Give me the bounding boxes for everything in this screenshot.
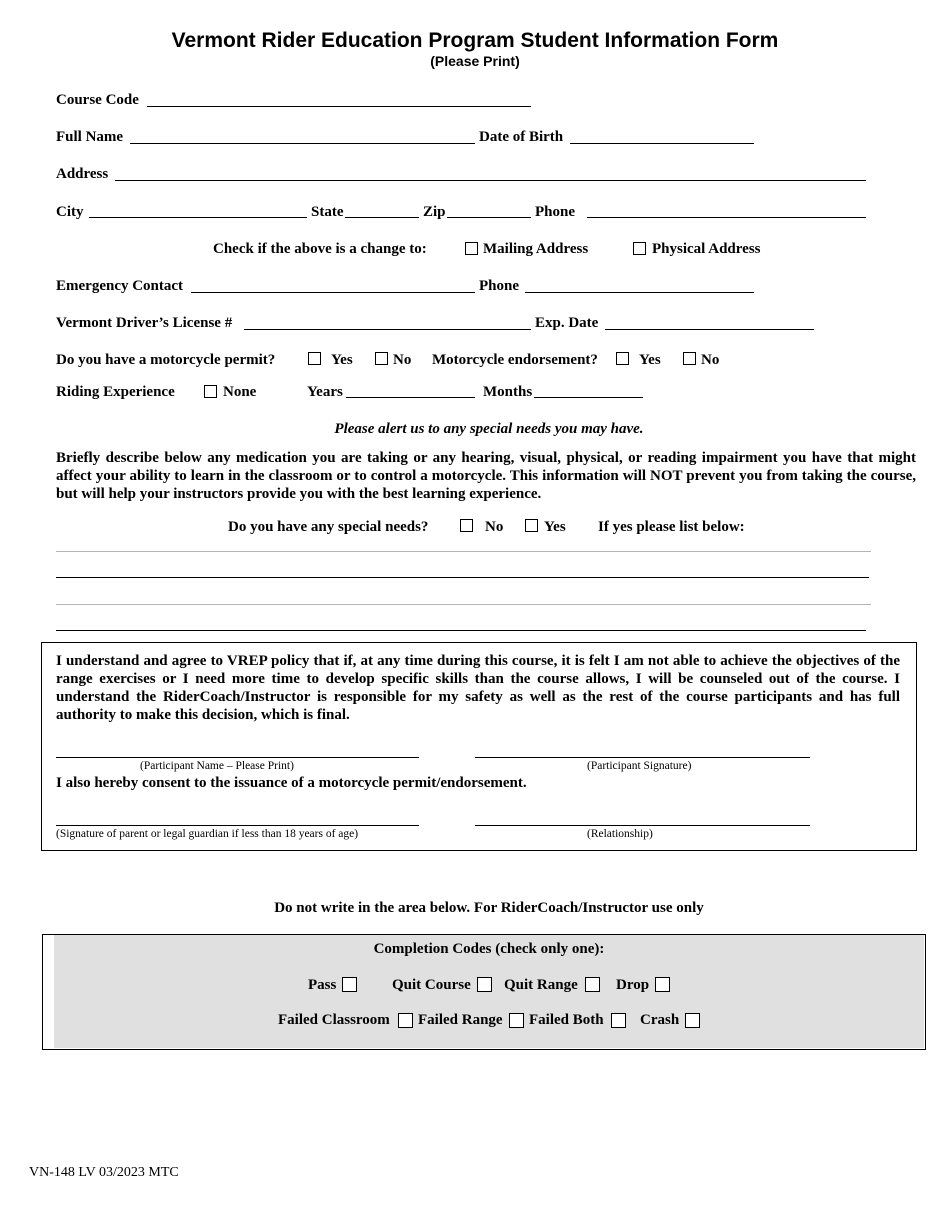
phone-field[interactable] [587,217,866,218]
exp-date-label: Exp. Date [535,315,599,331]
drop-label: Drop [616,977,650,993]
license-field[interactable] [244,329,531,330]
date-of-birth-field[interactable] [570,143,754,144]
guardian-signature-field[interactable] [56,825,419,826]
failed-range-label: Failed Range [418,1012,503,1028]
months-label: Months [483,384,533,400]
endorsement-no-checkbox[interactable] [683,352,696,365]
relationship-field[interactable] [475,825,810,826]
special-needs-yes-checkbox[interactable] [525,519,538,532]
state-label: State [311,204,344,220]
guardian-caption: (Signature of parent or legal guardian if less than 18 years of age) [56,828,359,840]
instructor-notice: Do not write in the area below. For RiderCoach/Instructor use only [274,900,704,916]
special-needs-line-1[interactable] [56,551,871,552]
address-field[interactable] [115,180,866,181]
failed-range-checkbox[interactable] [509,1013,524,1028]
license-label: Vermont Driver’s License # [56,315,233,331]
drop-checkbox[interactable] [655,977,670,992]
emergency-phone-label: Phone [479,278,520,294]
special-needs-no-checkbox[interactable] [460,519,473,532]
pass-checkbox[interactable] [342,977,357,992]
special-needs-line-4[interactable] [56,630,866,631]
mailing-address-checkbox[interactable] [465,242,478,255]
failed-both-checkbox[interactable] [611,1013,626,1028]
quit-course-checkbox[interactable] [477,977,492,992]
participant-name-field[interactable] [56,757,419,758]
emergency-phone-field[interactable] [525,292,754,293]
phone-label: Phone [535,204,576,220]
course-code-label: Course Code [56,92,139,108]
physical-address-checkbox[interactable] [633,242,646,255]
permit-question: Do you have a motorcycle permit? [56,352,276,368]
special-needs-description: Briefly describe below any medication you are taking or any hearing, visual, physical, or reading impairment you have that might affect your ability to learn in the classroom or to control a motorcycle. This information will NOT prevent you from taking the course, but will help your instructors provide you with the best learning experience. [56,450,916,502]
agreement-text: I understand and agree to VREP policy that if, at any time during this course, it is felt I am not able to achieve the objectives of the range exercises or I need more time to develop specific skills than the course allows, I will be counseled out of the course. I understand the RiderCoach/Instructor is responsible for my safety as well as the rest of the course participants and has full authority to make this decision, which is final. [56,653,900,723]
quit-range-label: Quit Range [504,977,578,993]
mailing-address-label: Mailing Address [483,241,589,257]
special-needs-line-3[interactable] [56,604,871,605]
riding-none-label: None [223,384,257,400]
endorsement-no-label: No [701,352,720,368]
city-field[interactable] [89,217,307,218]
participant-name-caption: (Participant Name – Please Print) [140,760,294,772]
permit-no-checkbox[interactable] [375,352,388,365]
endorsement-yes-checkbox[interactable] [616,352,629,365]
riding-none-checkbox[interactable] [204,385,217,398]
participant-signature-caption: (Participant Signature) [587,760,692,772]
participant-signature-field[interactable] [475,757,810,758]
address-label: Address [56,166,109,182]
special-needs-yes-label: Yes [544,519,566,535]
years-label: Years [307,384,343,400]
date-of-birth-label: Date of Birth [479,129,564,145]
special-needs-alert: Please alert us to any special needs you may have. [334,421,644,437]
failed-classroom-label: Failed Classroom [278,1012,390,1028]
page-subtitle: (Please Print) [430,53,520,69]
zip-label: Zip [423,204,446,220]
quit-range-checkbox[interactable] [585,977,600,992]
years-field[interactable] [346,397,475,398]
crash-checkbox[interactable] [685,1013,700,1028]
emergency-contact-label: Emergency Contact [56,278,184,294]
form-id: VN-148 LV 03/2023 MTC [29,1165,179,1180]
full-name-field[interactable] [130,143,475,144]
endorsement-yes-label: Yes [639,352,661,368]
full-name-label: Full Name [56,129,124,145]
relationship-caption: (Relationship) [587,828,653,840]
change-check-label: Check if the above is a change to: [213,241,427,257]
pass-label: Pass [308,977,337,993]
special-needs-no-label: No [485,519,504,535]
failed-classroom-checkbox[interactable] [398,1013,413,1028]
state-field[interactable] [345,217,419,218]
consent-text: I also hereby consent to the issuance of a motorcycle permit/endorsement. [56,775,527,791]
permit-no-label: No [393,352,412,368]
special-needs-list-prompt: If yes please list below: [598,519,745,535]
permit-yes-label: Yes [331,352,353,368]
zip-field[interactable] [447,217,531,218]
riding-experience-label: Riding Experience [56,384,175,400]
emergency-contact-field[interactable] [191,292,475,293]
special-needs-question: Do you have any special needs? [228,519,429,535]
course-code-field[interactable] [147,106,531,107]
city-label: City [56,204,84,220]
page-title: Vermont Rider Education Program Student Information Form [171,29,779,52]
special-needs-line-2[interactable] [56,577,869,578]
exp-date-field[interactable] [605,329,814,330]
months-field[interactable] [534,397,643,398]
failed-both-label: Failed Both [529,1012,604,1028]
crash-label: Crash [640,1012,680,1028]
completion-codes-title: Completion Codes (check only one): [373,941,605,957]
quit-course-label: Quit Course [392,977,471,993]
permit-yes-checkbox[interactable] [308,352,321,365]
physical-address-label: Physical Address [652,241,761,257]
endorsement-question: Motorcycle endorsement? [432,352,598,368]
